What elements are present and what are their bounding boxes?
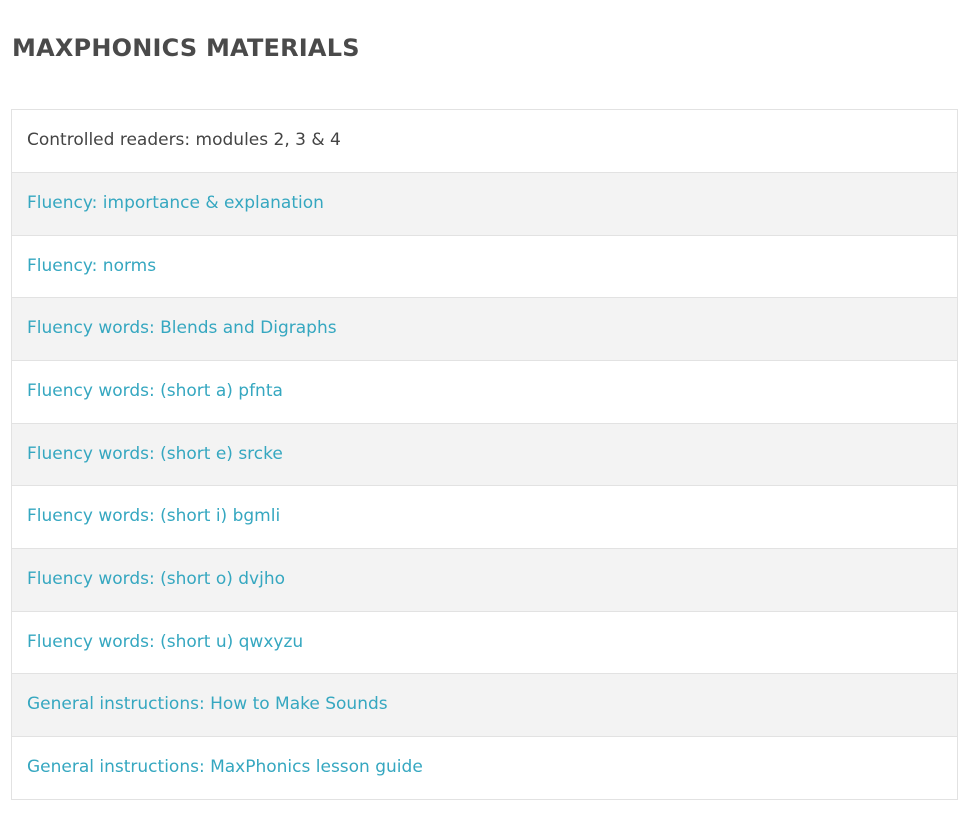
list-item-link[interactable]: Fluency: importance & explanation	[27, 192, 324, 213]
list-item[interactable]	[12, 549, 957, 612]
list-item-link[interactable]: General instructions: How to Make Sounds	[27, 694, 388, 715]
list-item-link[interactable]: Fluency words: (short a) pfnta	[27, 380, 283, 401]
list-item-link[interactable]: Fluency words: Blends and Digraphs	[27, 318, 337, 339]
list-item[interactable]	[12, 674, 957, 737]
list-item[interactable]	[12, 612, 957, 675]
list-item[interactable]	[12, 486, 957, 549]
list-item[interactable]	[12, 361, 957, 424]
list-item[interactable]	[12, 298, 957, 361]
list-item-label: Controlled readers: modules 2, 3 & 4	[27, 130, 341, 151]
list-item-link[interactable]: General instructions: MaxPhonics lesson guide	[27, 757, 423, 777]
list-item[interactable]	[12, 236, 957, 299]
list-item[interactable]	[12, 173, 957, 236]
list-item-link[interactable]: Fluency words: (short i) bgmli	[27, 506, 281, 527]
list-item-link[interactable]: Fluency words: (short u) qwxyzu	[27, 631, 304, 652]
page-title: MAXPHONICS MATERIALS	[12, 34, 360, 62]
materials-list	[11, 109, 958, 800]
page-container	[0, 33, 969, 800]
list-item-link[interactable]: Fluency words: (short e) srcke	[27, 443, 283, 464]
list-item[interactable]	[12, 737, 957, 800]
list-item-link[interactable]: Fluency words: (short o) dvjho	[27, 568, 286, 589]
list-item[interactable]	[12, 110, 957, 173]
list-item[interactable]	[12, 424, 957, 487]
list-item-link[interactable]: Fluency: norms	[27, 255, 157, 276]
